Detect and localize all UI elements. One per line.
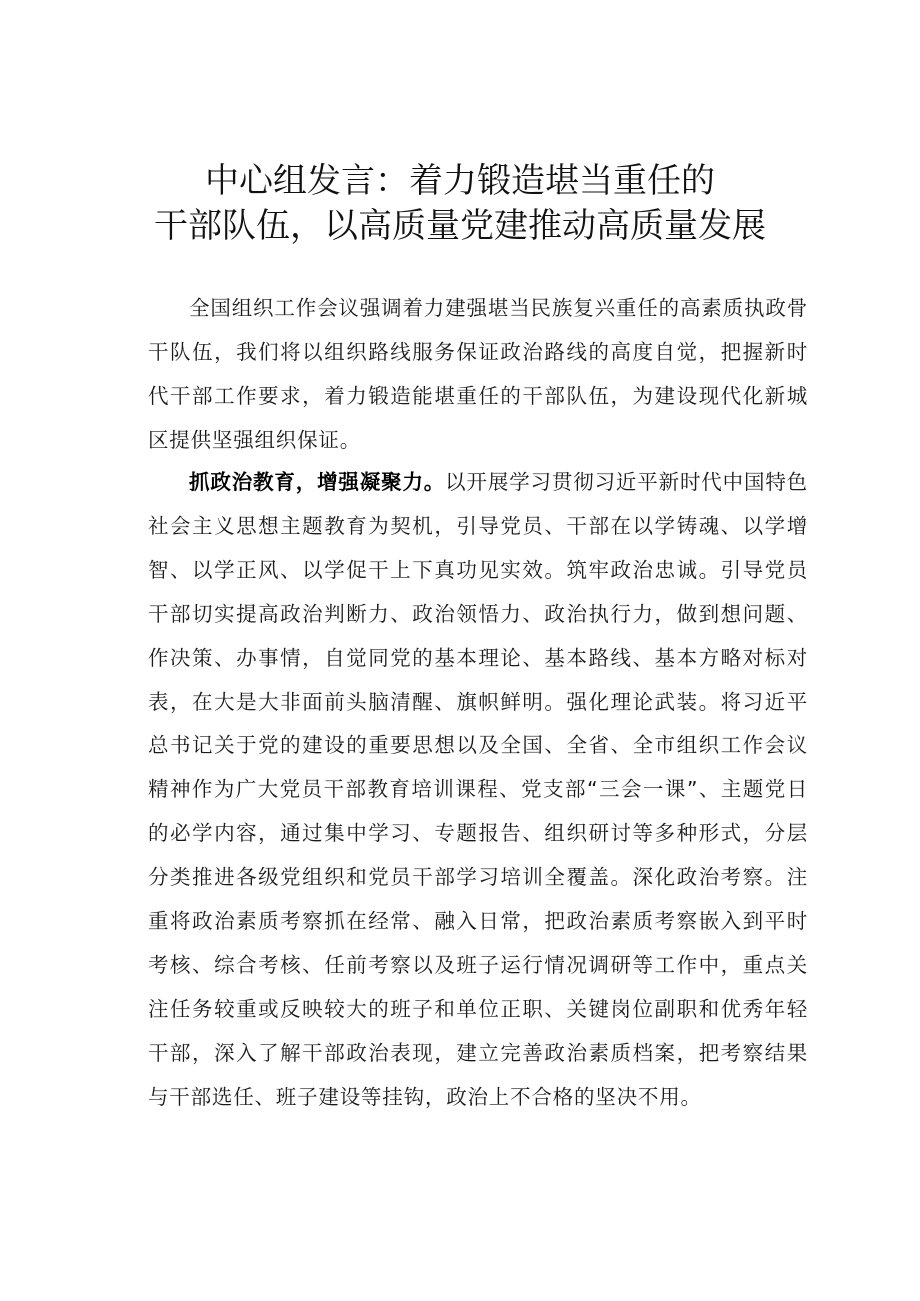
paragraph-body: 以开展学习贯彻习近平新时代中国特色社会主义思想主题教育为契机，引导党员、干部在以学铸魂、以学增智、以学正风、以学促干上下真功见实效。筑牢政治忠诚。引导党员干部切实提高政治判断力、政治领悟力、政治执行力，做到想问题、作决策、办事情，自觉同党的基本理论、基本路线、基本方略对标对表，在大是大非面前头脑清醒、旗帜鲜明。强化理论武装。将习近平总书记关于党的建设的重要思想以及全国、全省、全市组织工作会议精神作为广大党员干部教育培训课程、党支部“三会一课”、主题党日的必学内容，通过集中学习、专题报告、组织研讨等多种形式，分层分类推进各级党组织和党员干部学习培训全覆盖。深化政治考察。注重将政治素质考察抓在经常、融入日常，把政治素质考察嵌入到平时考核、综合考核、任前考察以及班子运行情况调研等工作中，重点关注任务较重或反映较大的班子和单位正职、关键岗位副职和优秀年轻干部，深入了解干部政治表现，建立完善政治素质档案，把考察结果与干部选任、班子建设等挂钩，政治上不合格的坚决不用。 [148,470,808,1109]
paragraph-political-education [148,461,808,1120]
title-line-1: 中心组发言：着力锻造堪当重任的 [205,161,715,201]
paragraph-lead-heading: 抓政治教育，增强凝聚力。 [189,470,446,494]
title-line-2: 干部队伍，以高质量党建推动高质量发展 [154,206,766,246]
paragraph-intro: 全国组织工作会议强调着力建强堪当民族复兴重任的高素质执政骨干队伍，我们将以组织路线服务保证政治路线的高度自觉，把握新时代干部工作要求，着力锻造能堪重任的干部队伍，为建设现代化新城区提供坚强组织保证。 [148,296,808,452]
